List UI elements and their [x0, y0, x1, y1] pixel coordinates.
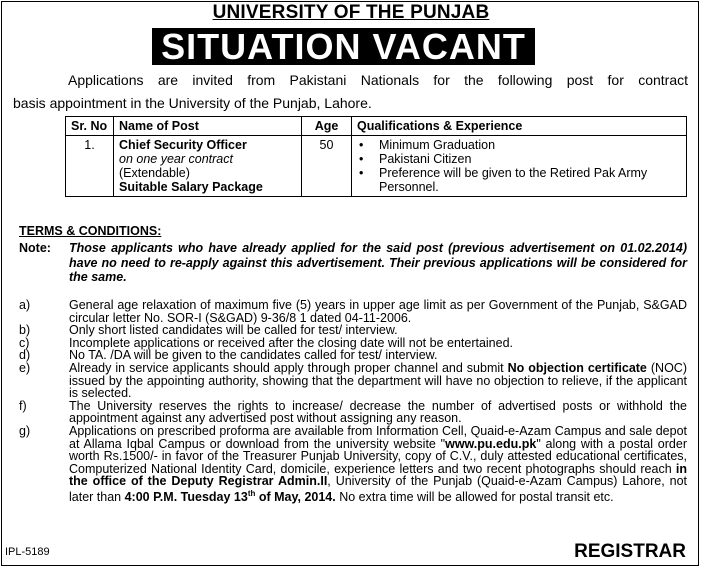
post-table — [65, 116, 687, 197]
term-label: d) — [19, 348, 31, 363]
header-qualifications: Qualifications & Experience — [352, 117, 687, 136]
term-label: a) — [19, 298, 31, 312]
post-title: Chief Security Officer — [119, 138, 247, 152]
term-text-part: Applications on prescribed proforma are available from Information Cell, Quaid-e-Azam Campus and sale depot at Allama Iqbal Campus or download from the university website " — [69, 423, 687, 451]
term-text: No TA. /DA will be given to the candidates called for test/ interview. — [69, 348, 438, 363]
qualification-item: • Preference will be given to the Retired Pak Army Personnel. — [379, 166, 681, 194]
header-name-of-post: Name of Post — [114, 117, 302, 136]
noc-emphasis: No objection certificate — [507, 360, 647, 375]
cell-post — [114, 136, 302, 197]
header-age: Age — [302, 117, 352, 136]
deadline-emphasis: of May, 2014. — [255, 490, 336, 505]
term-text — [69, 362, 687, 400]
ad-reference-number: IPL-5189 — [5, 546, 50, 558]
post-contract: on one year contract — [119, 152, 233, 166]
table-row — [66, 136, 687, 197]
situation-vacant-banner: SITUATION VACANT — [152, 28, 535, 65]
intro-line-1: Applications are invited from Pakistani Nationals for the following post for contract — [68, 72, 688, 88]
intro-line-2: basis appointment in the University of the Punjab, Lahore. — [13, 95, 372, 111]
term-label: e) — [19, 360, 31, 375]
term-label: g) — [19, 423, 31, 438]
registrar-signatory: REGISTRAR — [574, 541, 686, 562]
note — [19, 241, 687, 285]
term-text: Incomplete applications or received after the closing date will not be entertained. — [69, 335, 514, 350]
term-item-e — [19, 362, 687, 400]
term-item-g — [19, 425, 687, 504]
term-label: f) — [19, 398, 27, 413]
term-text: Only short listed candidates will be called for test/ interview. — [69, 323, 398, 338]
term-text-part: No extra time will be allowed for postal transit etc. — [335, 490, 614, 505]
term-item-a — [19, 299, 687, 324]
website-link[interactable]: www.pu.edu.pk — [445, 436, 537, 451]
term-text-part: , University of the Punjab (Quaid-e-Azam Campus) Lahore, not later than — [69, 474, 688, 505]
term-label: c) — [19, 335, 30, 350]
cell-sr: 1. — [66, 136, 114, 197]
deadline-emphasis: 4:00 P.M. Tuesday 13 — [124, 490, 248, 505]
term-text-part: " along with a postal order worth Rs.1500/- in favor of the Treasurer Punjab University, copy of C.V., duly attested educational certificates, Computerized National Identity Card, domicile, experience letters and two recent photographs should reach — [69, 436, 687, 476]
note-label: Note: — [19, 241, 51, 255]
term-text — [69, 425, 687, 504]
cell-qualifications — [352, 136, 687, 197]
table-header-row — [66, 117, 687, 136]
office-emphasis: in the office of the Deputy Registrar Admin.II — [69, 461, 687, 489]
terms-list — [19, 299, 687, 504]
term-text: The University reserves the rights to increase/ decrease the number of advertised posts or withhold the appointment against any advertised post without assigning any reason. — [69, 398, 687, 426]
header-sr-no: Sr. No — [66, 117, 114, 136]
term-text-part: (NOC) issued by the appointing authority, showing that the department will have no objection to relieve, if the applicant is selected. — [69, 360, 687, 401]
term-item-f — [19, 400, 687, 425]
post-extendable: (Extendable) — [119, 166, 190, 180]
post-salary: Suitable Salary Package — [119, 180, 263, 194]
qualification-item: • Minimum Graduation — [379, 138, 681, 152]
term-text: General age relaxation of maximum five (5) years in upper age limit as per Government of the Punjab, S&GAD circular letter No. SOR-I (S&GAD) 9-36/8 1 dated 04-11-2006. — [69, 298, 687, 325]
term-text-part: Already in service applicants should apply through proper channel and submit — [69, 360, 508, 375]
intro-paragraph — [13, 69, 688, 115]
cell-age: 50 — [302, 136, 352, 197]
term-label: b) — [19, 323, 31, 338]
note-text: Those applicants who have already applied for the said post (previous advertisement on 01.02.2014) have no need to re-apply against this advertisement. Their previous applications will be considered for the same. — [69, 241, 687, 284]
deadline-superscript: th — [247, 488, 256, 498]
terms-heading: TERMS & CONDITIONS: — [19, 224, 162, 238]
term-item-b — [19, 324, 687, 337]
university-title: UNIVERSITY OF THE PUNJAB — [212, 2, 490, 23]
qualification-item: • Pakistani Citizen — [379, 152, 681, 166]
